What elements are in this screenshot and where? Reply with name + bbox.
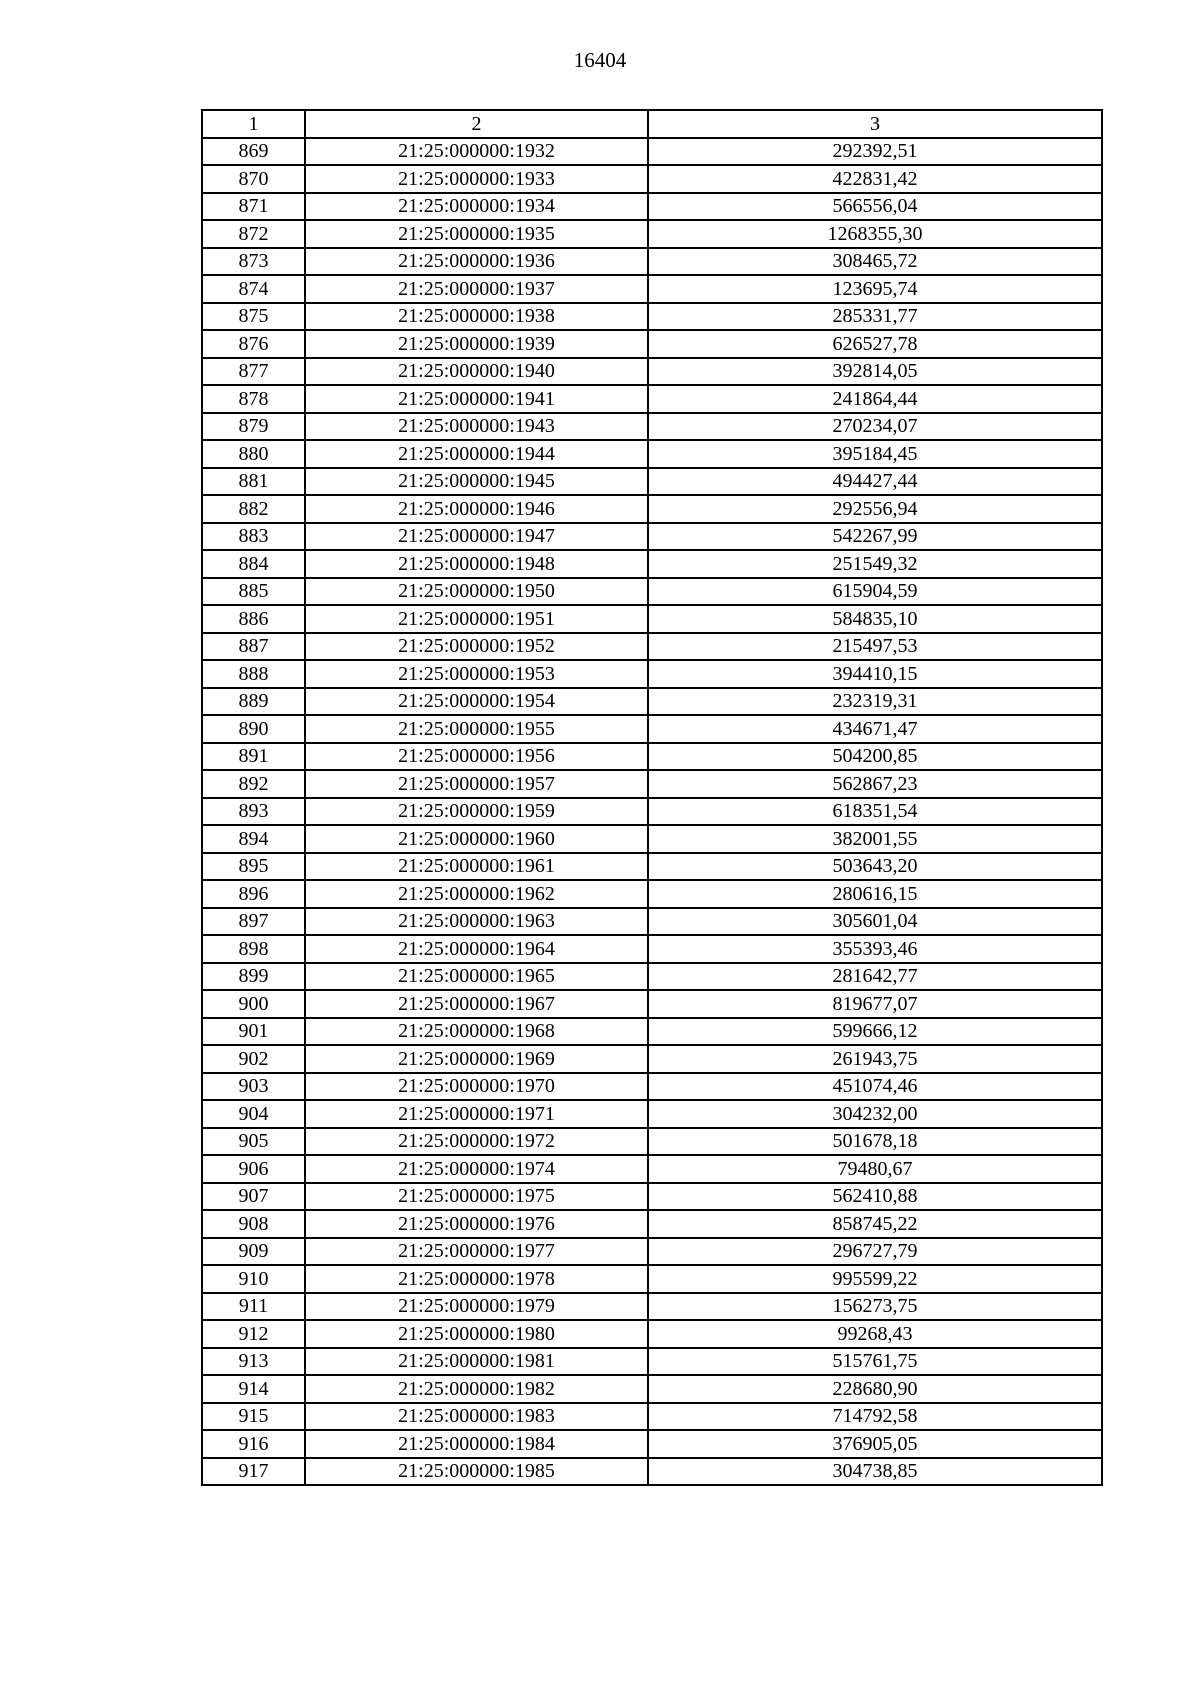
row-number-cell: 871 (202, 193, 305, 221)
table-row (202, 1375, 1102, 1403)
value-cell: 156273,75 (648, 1293, 1102, 1321)
cadastral-number-cell: 21:25:000000:1974 (305, 1155, 648, 1183)
value-cell: 434671,47 (648, 715, 1102, 743)
row-number-cell: 884 (202, 550, 305, 578)
row-number-cell: 916 (202, 1430, 305, 1458)
cadastral-number-cell: 21:25:000000:1951 (305, 605, 648, 633)
cadastral-number-cell: 21:25:000000:1944 (305, 440, 648, 468)
cadastral-number-cell: 21:25:000000:1948 (305, 550, 648, 578)
value-cell: 503643,20 (648, 853, 1102, 881)
cadastral-number-cell: 21:25:000000:1976 (305, 1210, 648, 1238)
cadastral-number-cell: 21:25:000000:1975 (305, 1183, 648, 1211)
table-row (202, 248, 1102, 276)
row-number-cell: 869 (202, 138, 305, 166)
cadastral-number-cell: 21:25:000000:1979 (305, 1293, 648, 1321)
row-number-cell: 894 (202, 825, 305, 853)
value-cell: 515761,75 (648, 1348, 1102, 1376)
table-row (202, 825, 1102, 853)
table-row (202, 193, 1102, 221)
table-row (202, 660, 1102, 688)
row-number-cell: 905 (202, 1128, 305, 1156)
row-number-cell: 885 (202, 578, 305, 606)
table-row (202, 413, 1102, 441)
column-header-1: 1 (202, 110, 305, 138)
row-number-cell: 889 (202, 688, 305, 716)
value-cell: 451074,46 (648, 1073, 1102, 1101)
value-cell: 270234,07 (648, 413, 1102, 441)
row-number-cell: 902 (202, 1045, 305, 1073)
table-row (202, 275, 1102, 303)
cadastral-number-cell: 21:25:000000:1945 (305, 468, 648, 496)
row-number-cell: 888 (202, 660, 305, 688)
table-row (202, 908, 1102, 936)
value-cell: 305601,04 (648, 908, 1102, 936)
table-row (202, 853, 1102, 881)
row-number-cell: 917 (202, 1458, 305, 1486)
cadastral-number-cell: 21:25:000000:1941 (305, 385, 648, 413)
table-row (202, 1155, 1102, 1183)
row-number-cell: 898 (202, 935, 305, 963)
page-number: 16404 (573, 48, 627, 72)
row-number-cell: 873 (202, 248, 305, 276)
row-number-cell: 872 (202, 220, 305, 248)
table-row (202, 138, 1102, 166)
cadastral-number-cell: 21:25:000000:1952 (305, 633, 648, 661)
row-number-cell: 910 (202, 1265, 305, 1293)
value-cell: 504200,85 (648, 743, 1102, 771)
row-number-cell: 900 (202, 990, 305, 1018)
table-body (202, 138, 1102, 1486)
value-cell: 626527,78 (648, 330, 1102, 358)
cadastral-number-cell: 21:25:000000:1934 (305, 193, 648, 221)
row-number-cell: 909 (202, 1238, 305, 1266)
row-number-cell: 887 (202, 633, 305, 661)
table-row (202, 303, 1102, 331)
cadastral-number-cell: 21:25:000000:1960 (305, 825, 648, 853)
value-cell: 355393,46 (648, 935, 1102, 963)
cadastral-number-cell: 21:25:000000:1954 (305, 688, 648, 716)
cadastral-number-cell: 21:25:000000:1981 (305, 1348, 648, 1376)
table-row (202, 1238, 1102, 1266)
row-number-cell: 878 (202, 385, 305, 413)
value-cell: 599666,12 (648, 1018, 1102, 1046)
cadastral-number-cell: 21:25:000000:1982 (305, 1375, 648, 1403)
table-row (202, 1430, 1102, 1458)
cadastral-number-cell: 21:25:000000:1938 (305, 303, 648, 331)
value-cell: 494427,44 (648, 468, 1102, 496)
value-cell: 281642,77 (648, 963, 1102, 991)
value-cell: 228680,90 (648, 1375, 1102, 1403)
cadastral-number-cell: 21:25:000000:1963 (305, 908, 648, 936)
value-cell: 304738,85 (648, 1458, 1102, 1486)
row-number-cell: 870 (202, 165, 305, 193)
cadastral-number-cell: 21:25:000000:1984 (305, 1430, 648, 1458)
row-number-cell: 906 (202, 1155, 305, 1183)
cadastral-number-cell: 21:25:000000:1985 (305, 1458, 648, 1486)
row-number-cell: 899 (202, 963, 305, 991)
table-row (202, 1210, 1102, 1238)
cadastral-number-cell: 21:25:000000:1970 (305, 1073, 648, 1101)
table-row (202, 468, 1102, 496)
value-cell: 422831,42 (648, 165, 1102, 193)
value-cell: 995599,22 (648, 1265, 1102, 1293)
row-number-cell: 880 (202, 440, 305, 468)
value-cell: 232319,31 (648, 688, 1102, 716)
cadastral-number-cell: 21:25:000000:1943 (305, 413, 648, 441)
value-cell: 542267,99 (648, 523, 1102, 551)
value-cell: 394410,15 (648, 660, 1102, 688)
value-cell: 584835,10 (648, 605, 1102, 633)
value-cell: 392814,05 (648, 358, 1102, 386)
value-cell: 99268,43 (648, 1320, 1102, 1348)
table-row (202, 770, 1102, 798)
table-row (202, 385, 1102, 413)
value-cell: 280616,15 (648, 880, 1102, 908)
value-cell: 308465,72 (648, 248, 1102, 276)
table-row (202, 220, 1102, 248)
value-cell: 261943,75 (648, 1045, 1102, 1073)
cadastral-number-cell: 21:25:000000:1956 (305, 743, 648, 771)
value-cell: 1268355,30 (648, 220, 1102, 248)
value-cell: 304232,00 (648, 1100, 1102, 1128)
row-number-cell: 904 (202, 1100, 305, 1128)
value-cell: 566556,04 (648, 193, 1102, 221)
cadastral-number-cell: 21:25:000000:1965 (305, 963, 648, 991)
cadastral-number-cell: 21:25:000000:1939 (305, 330, 648, 358)
value-cell: 292556,94 (648, 495, 1102, 523)
table-row (202, 523, 1102, 551)
row-number-cell: 879 (202, 413, 305, 441)
cadastral-number-cell: 21:25:000000:1971 (305, 1100, 648, 1128)
row-number-cell: 903 (202, 1073, 305, 1101)
row-number-cell: 901 (202, 1018, 305, 1046)
cadastral-number-cell: 21:25:000000:1978 (305, 1265, 648, 1293)
table-row (202, 1320, 1102, 1348)
column-header-2: 2 (305, 110, 648, 138)
row-number-cell: 892 (202, 770, 305, 798)
table-row (202, 1128, 1102, 1156)
row-number-cell: 908 (202, 1210, 305, 1238)
row-number-cell: 886 (202, 605, 305, 633)
row-number-cell: 876 (202, 330, 305, 358)
cadastral-number-cell: 21:25:000000:1968 (305, 1018, 648, 1046)
table-row (202, 1018, 1102, 1046)
table-row (202, 440, 1102, 468)
table-row (202, 1045, 1102, 1073)
row-number-cell: 914 (202, 1375, 305, 1403)
value-cell: 241864,44 (648, 385, 1102, 413)
row-number-cell: 882 (202, 495, 305, 523)
value-cell: 123695,74 (648, 275, 1102, 303)
cadastral-number-cell: 21:25:000000:1933 (305, 165, 648, 193)
cadastral-number-cell: 21:25:000000:1959 (305, 798, 648, 826)
table-row (202, 1100, 1102, 1128)
table-row (202, 495, 1102, 523)
value-cell: 296727,79 (648, 1238, 1102, 1266)
table-row (202, 880, 1102, 908)
table-row (202, 715, 1102, 743)
row-number-cell: 893 (202, 798, 305, 826)
row-number-cell: 891 (202, 743, 305, 771)
header-row (202, 110, 1102, 138)
table-row (202, 1183, 1102, 1211)
cadastral-number-cell: 21:25:000000:1967 (305, 990, 648, 1018)
row-number-cell: 897 (202, 908, 305, 936)
value-cell: 382001,55 (648, 825, 1102, 853)
table-row (202, 1073, 1102, 1101)
row-number-cell: 912 (202, 1320, 305, 1348)
table-row (202, 358, 1102, 386)
row-number-cell: 896 (202, 880, 305, 908)
value-cell: 819677,07 (648, 990, 1102, 1018)
cadastral-number-cell: 21:25:000000:1955 (305, 715, 648, 743)
table-row (202, 578, 1102, 606)
table-row (202, 1265, 1102, 1293)
table-row (202, 935, 1102, 963)
cadastral-number-cell: 21:25:000000:1946 (305, 495, 648, 523)
table-row (202, 1348, 1102, 1376)
value-cell: 251549,32 (648, 550, 1102, 578)
cadastral-number-cell: 21:25:000000:1950 (305, 578, 648, 606)
row-number-cell: 915 (202, 1403, 305, 1431)
cadastral-number-cell: 21:25:000000:1962 (305, 880, 648, 908)
cadastral-number-cell: 21:25:000000:1977 (305, 1238, 648, 1266)
column-header-3: 3 (648, 110, 1102, 138)
table-row (202, 330, 1102, 358)
cadastral-number-cell: 21:25:000000:1935 (305, 220, 648, 248)
value-cell: 292392,51 (648, 138, 1102, 166)
row-number-cell: 895 (202, 853, 305, 881)
value-cell: 714792,58 (648, 1403, 1102, 1431)
table-row (202, 605, 1102, 633)
table-row (202, 1293, 1102, 1321)
cadastral-number-cell: 21:25:000000:1964 (305, 935, 648, 963)
data-table (201, 109, 1103, 1486)
value-cell: 79480,67 (648, 1155, 1102, 1183)
cadastral-number-cell: 21:25:000000:1961 (305, 853, 648, 881)
table-row (202, 165, 1102, 193)
table-row (202, 688, 1102, 716)
value-cell: 285331,77 (648, 303, 1102, 331)
table-row (202, 1403, 1102, 1431)
value-cell: 562410,88 (648, 1183, 1102, 1211)
row-number-cell: 874 (202, 275, 305, 303)
table-row (202, 550, 1102, 578)
row-number-cell: 890 (202, 715, 305, 743)
row-number-cell: 911 (202, 1293, 305, 1321)
table-row (202, 633, 1102, 661)
table-row (202, 963, 1102, 991)
row-number-cell: 913 (202, 1348, 305, 1376)
cadastral-number-cell: 21:25:000000:1940 (305, 358, 648, 386)
row-number-cell: 877 (202, 358, 305, 386)
cadastral-number-cell: 21:25:000000:1932 (305, 138, 648, 166)
cadastral-number-cell: 21:25:000000:1953 (305, 660, 648, 688)
row-number-cell: 875 (202, 303, 305, 331)
cadastral-number-cell: 21:25:000000:1983 (305, 1403, 648, 1431)
cadastral-number-cell: 21:25:000000:1980 (305, 1320, 648, 1348)
row-number-cell: 881 (202, 468, 305, 496)
table-row (202, 798, 1102, 826)
row-number-cell: 883 (202, 523, 305, 551)
cadastral-number-cell: 21:25:000000:1937 (305, 275, 648, 303)
cadastral-number-cell: 21:25:000000:1972 (305, 1128, 648, 1156)
cadastral-number-cell: 21:25:000000:1957 (305, 770, 648, 798)
table-row (202, 1458, 1102, 1486)
value-cell: 562867,23 (648, 770, 1102, 798)
value-cell: 618351,54 (648, 798, 1102, 826)
value-cell: 615904,59 (648, 578, 1102, 606)
table-row (202, 743, 1102, 771)
value-cell: 501678,18 (648, 1128, 1102, 1156)
cadastral-number-cell: 21:25:000000:1936 (305, 248, 648, 276)
cadastral-number-cell: 21:25:000000:1969 (305, 1045, 648, 1073)
cadastral-number-cell: 21:25:000000:1947 (305, 523, 648, 551)
row-number-cell: 907 (202, 1183, 305, 1211)
table-header (202, 110, 1102, 138)
value-cell: 395184,45 (648, 440, 1102, 468)
value-cell: 858745,22 (648, 1210, 1102, 1238)
value-cell: 215497,53 (648, 633, 1102, 661)
value-cell: 376905,05 (648, 1430, 1102, 1458)
table-row (202, 990, 1102, 1018)
